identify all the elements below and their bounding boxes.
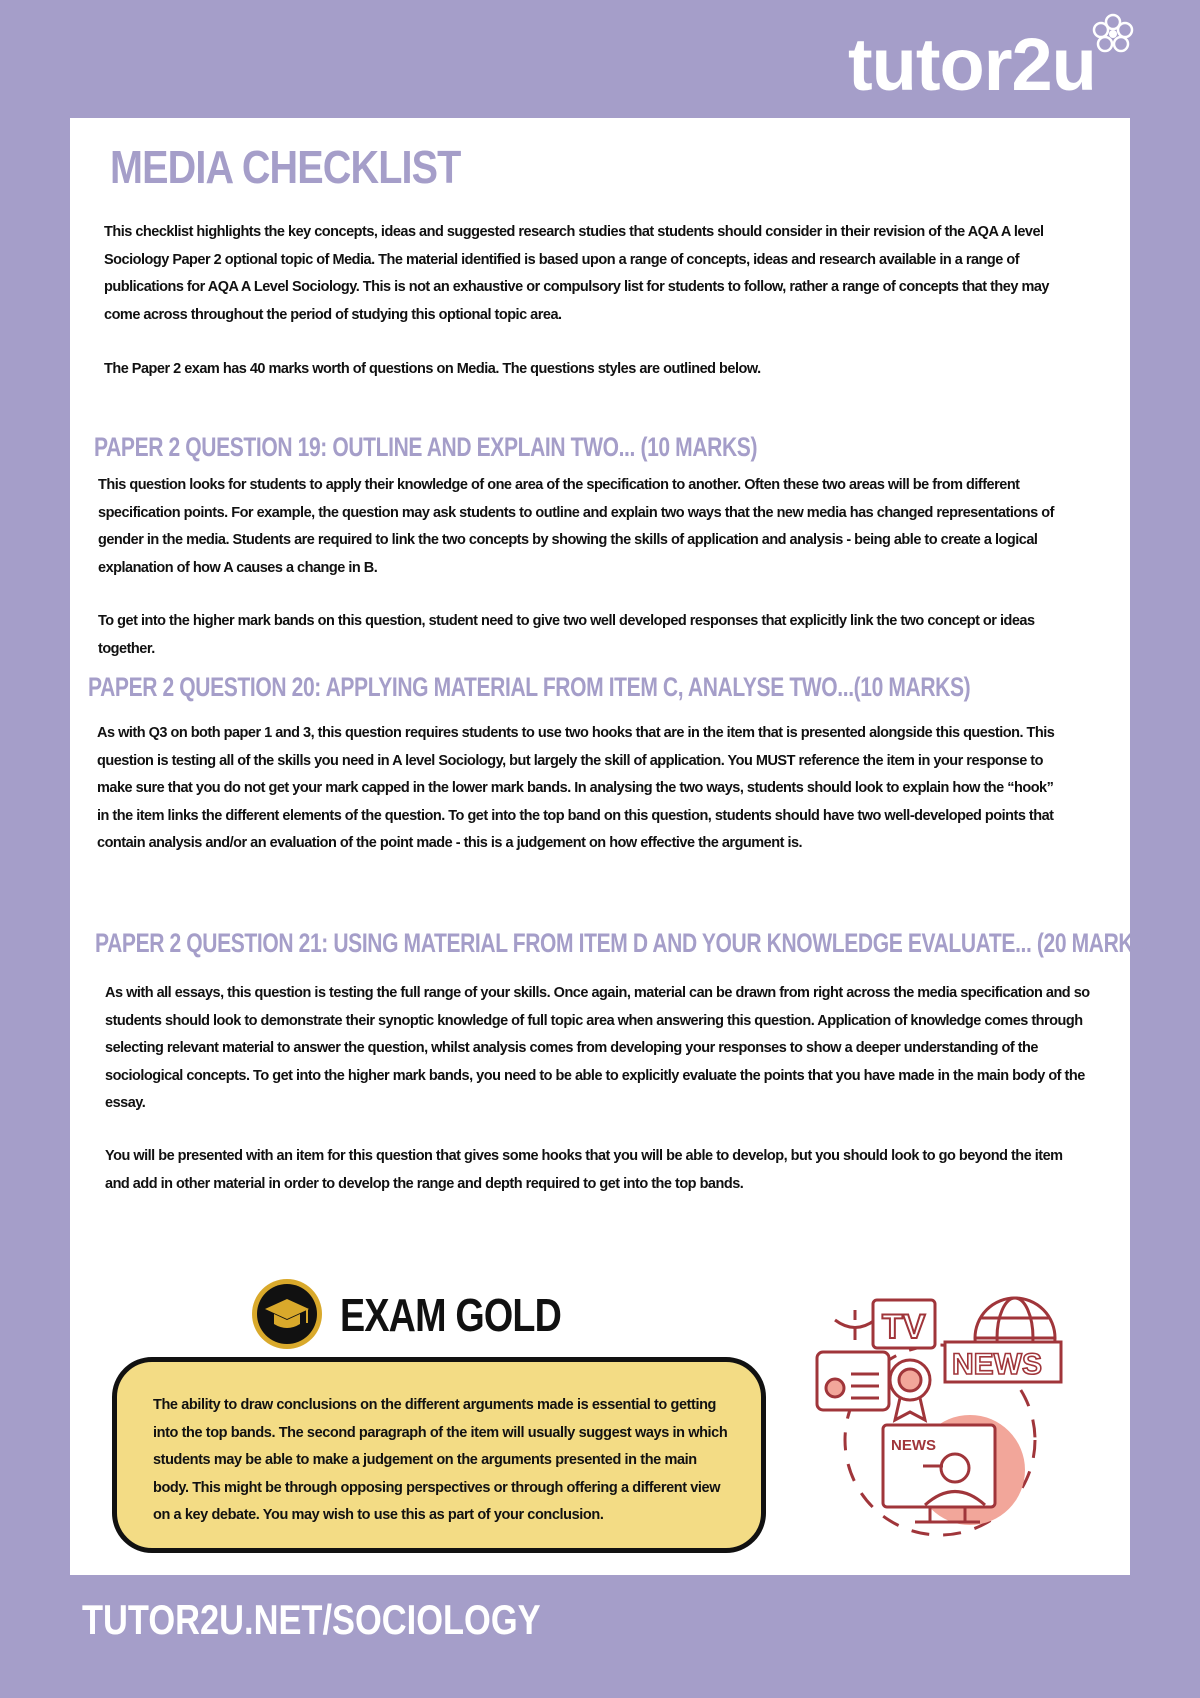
section-q19-paragraph-1: This question looks for students to apply their knowledge of one area of the specification to another. Often these two areas will be from different specification points. For example, the question may ask students to outline and explain two ways that the new media has changed representations of gender in the media. Students are required to link the two concepts by showing the skills of application and analysis - being able to create a logical explanation of how A causes a change in B. bbox=[98, 477, 1054, 576]
section-q19-paragraph-2: To get into the higher mark bands on this question, student need to give two well developed responses that explicitly link the two concept or ideas together. bbox=[98, 613, 1035, 657]
section-q21-paragraph-1: As with all essays, this question is testing the full range of your skills. Once again, material can be drawn from right across the media specification and so students should look to demonstrate their synoptic knowledge of full topic area when answering this question. Application of knowledge comes through selecting relevant material to answer the question, whilst analysis comes from developing your responses to show a deeper understanding of the sociological concepts. To get into the higher mark bands, you need to be able to explicitly evaluate the points that you have made in the main body of the essay. bbox=[105, 985, 1090, 1111]
footer-website-link[interactable]: TUTOR2U.NET/SOCIOLOGY bbox=[82, 1596, 541, 1643]
media-illustration bbox=[805, 1290, 1085, 1550]
section-heading-q21: PAPER 2 QUESTION 21: USING MATERIAL FROM ITEM D AND YOUR KNOWLEDGE EVALUATE... (20 MARKS) bbox=[95, 928, 1154, 958]
graduation-cap-icon bbox=[250, 1277, 324, 1351]
news-banner-label: NEWS bbox=[952, 1348, 1042, 1381]
section-heading-q19: PAPER 2 QUESTION 19: OUTLINE AND EXPLAIN TWO... (10 MARKS) bbox=[94, 432, 758, 462]
exam-gold-text: The ability to draw conclusions on the different arguments made is essential to getting into the top bands. The second paragraph of the item will usually suggest ways in which students may be able to make a judgement on the arguments presented in the main body. This might be through opposing perspectives or through offering a different view on a key debate. You may wish to use this as part of your conclusion. bbox=[153, 1397, 728, 1523]
tv-label: TV bbox=[882, 1308, 926, 1346]
exam-gold-title: EXAM GOLD bbox=[340, 1289, 562, 1341]
section-q20-paragraph-1: As with Q3 on both paper 1 and 3, this question requires students to use two hooks that are in the item that is presented alongside this question. This question is testing all of the skills you need in A level Sociology, but largely the skill of application. You MUST reference the item in your response to make sure that you do not get your mark capped in the lower mark bands. In analysing the two ways, students should look to explain how the “hook” in the item links the different elements of the question. To get into the top band on this question, students should have two well-developed points that contain analysis and/or an evaluation of the point made - this is a judgement on how effective the argument is. bbox=[97, 725, 1055, 851]
intro-paragraph-2: The Paper 2 exam has 40 marks worth of questions on Media. The questions styles are outlined below. bbox=[104, 361, 761, 377]
section-heading-q20: PAPER 2 QUESTION 20: APPLYING MATERIAL FROM ITEM C, ANALYSE TWO...(10 MARKS) bbox=[88, 672, 971, 702]
page-title: MEDIA CHECKLIST bbox=[110, 141, 461, 193]
flower-icon bbox=[1088, 10, 1138, 60]
news-screen-label: NEWS bbox=[891, 1437, 936, 1454]
exam-gold-box bbox=[112, 1357, 766, 1553]
tutor2u-logo[interactable]: tutor2u bbox=[848, 23, 1096, 106]
section-q21-paragraph-2: You will be presented with an item for this question that gives some hooks that you will be able to develop, but you should look to go beyond the item and add in other material in order to develop the range and depth required to get into the top bands. bbox=[105, 1148, 1063, 1192]
intro-paragraph-1: This checklist highlights the key concepts, ideas and suggested research studies that students should consider in their revision of the AQA A level Sociology Paper 2 optional topic of Media. The material identified is based upon a range of concepts, ideas and research available in a range of publications for AQA A Level Sociology. This is not an exhaustive or compulsory list for students to follow, rather a range of concepts that they may come across throughout the period of studying this optional topic area. bbox=[104, 224, 1049, 323]
